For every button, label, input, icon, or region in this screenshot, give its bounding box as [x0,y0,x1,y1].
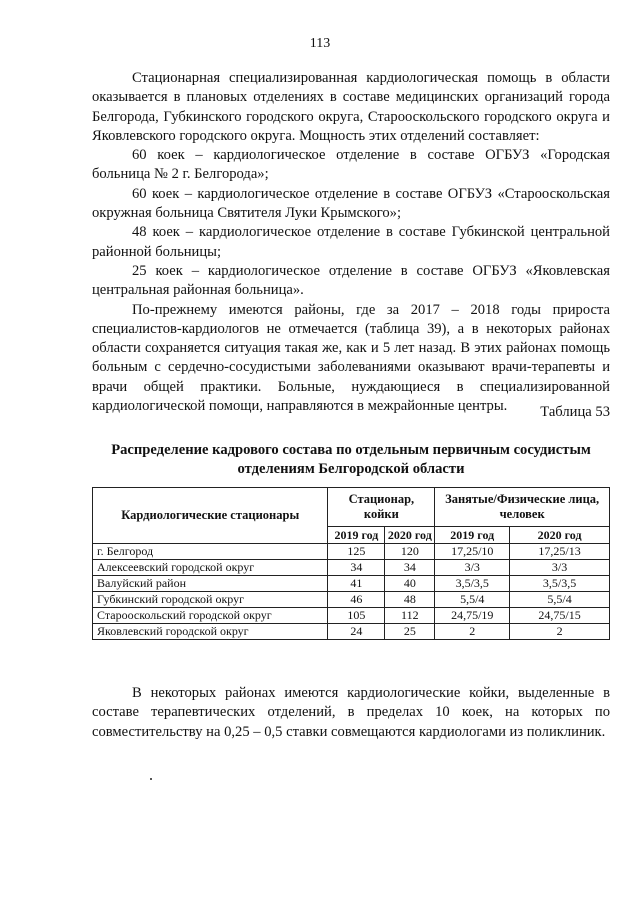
paragraph: 60 коек – кардиологическое отделение в составе ОГБУЗ «Городская больница № 2 г. Белгорода»; [92,147,610,183]
paragraph: В некоторых районах имеются кардиологические койки, выделенные в составе терапевтических отделений, в пределах 10 коек, на которых по совместительству на 0,25 – 0,5 ставки совмещаются кардиологами из поликлиник. [92,685,610,740]
row-name: Губкинский городской округ [93,592,328,608]
staff-2019: 3/3 [435,560,510,576]
beds-2020: 48 [385,592,435,608]
table-row [93,560,610,576]
staff-2020: 24,75/15 [510,608,610,624]
row-name: Яковлевский городской округ [93,624,328,640]
beds-2019: 34 [328,560,385,576]
paragraph: 25 коек – кардиологическое отделение в составе ОГБУЗ «Яковлевская центральная районная больница». [92,262,610,299]
column-header-staff: Занятые/Физические лица, человек [435,488,610,527]
year-header-staff-2019: 2019 год [435,527,510,544]
year-header-staff-2020: 2020 год [510,527,610,544]
scan-speck [150,778,152,780]
table-title [92,441,610,479]
staff-table [92,487,610,640]
page-number: 113 [309,36,331,51]
row-name: г. Белгород [93,544,328,560]
staff-2020: 3,5/3,5 [510,576,610,592]
beds-2020: 25 [385,624,435,640]
column-header-name: Кардиологические стационары [93,488,328,544]
beds-2019: 46 [328,592,385,608]
table-row [93,592,610,608]
staff-2019: 2 [435,624,510,640]
beds-2019: 125 [328,544,385,560]
year-header-beds-2020: 2020 год [385,527,435,544]
staff-2019: 5,5/4 [435,592,510,608]
staff-2019: 3,5/3,5 [435,576,510,592]
beds-2020: 120 [385,544,435,560]
staff-2020: 5,5/4 [510,592,610,608]
table-row [93,624,610,640]
staff-2020: 17,25/13 [510,544,610,560]
table-label: Таблица 53 [540,404,610,420]
beds-2020: 112 [385,608,435,624]
paragraph: Стационарная специализированная кардиологическая помощь в области оказывается в плановых отделениях в составе медицинских организаций города Белгорода, Губкинского городского округа, Старооскольского городского округа и Яковлевского городского округа. Мощность этих отделений составляет: [92,70,610,144]
paragraph: 60 коек – кардиологическое отделение в составе ОГБУЗ «Старооскольская окружная больница Святителя Луки Крымского»; [92,185,610,222]
row-name: Валуйский район [93,576,328,592]
beds-2019: 24 [328,624,385,640]
staff-2020: 2 [510,624,610,640]
table-title-line: Распределение кадрового состава по отдельным первичным сосудистым [111,442,591,458]
paragraph: 48 коек – кардиологическое отделение в составе Губкинской центральной районной больницы; [92,224,610,260]
table-row [93,544,610,560]
row-name: Старооскольский городской округ [93,608,328,624]
body-text-bottom [92,684,610,742]
year-header-beds-2019: 2019 год [328,527,385,544]
beds-2019: 105 [328,608,385,624]
table-row [93,576,610,592]
table-row [93,608,610,624]
staff-2019: 17,25/10 [435,544,510,560]
body-text-top [92,69,610,416]
column-header-beds: Стационар, койки [328,488,435,527]
row-name: Алексеевский городской округ [93,560,328,576]
beds-2020: 34 [385,560,435,576]
table-title-line: отделениям Белгородской области [237,461,465,477]
staff-2019: 24,75/19 [435,608,510,624]
beds-2019: 41 [328,576,385,592]
beds-2020: 40 [385,576,435,592]
paragraph: По-прежнему имеются районы, где за 2017 – 2018 годы прироста специалистов-кардиологов не отмечается (таблица 39), а в некоторых районах области сохраняется ситуация такая же, как и 5 лет назад. В этих районах помощь больным с сердечно-сосудистыми заболеваниями оказывают врачи-терапевты и врачи общей практики. Больные, нуждающиеся в специализированной кардиологической помощи, направляются в межрайонные центры. [92,301,610,415]
staff-2020: 3/3 [510,560,610,576]
